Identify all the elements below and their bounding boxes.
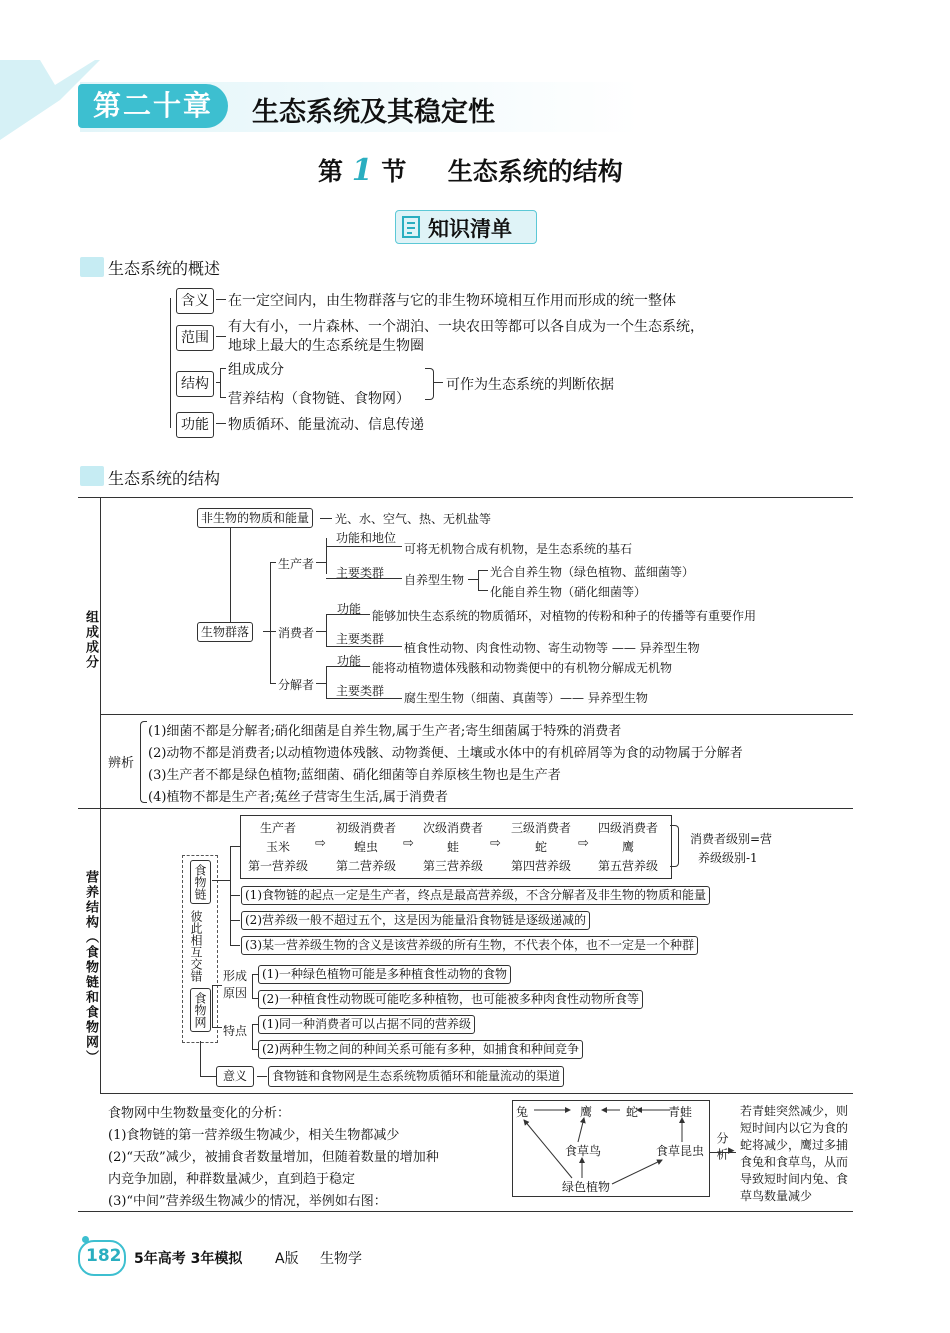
chain-role-cell: 四级消费者 xyxy=(597,821,659,835)
decomposer-main-label: 主要类群 xyxy=(336,684,385,698)
chain-level-cell: 第二营养级 xyxy=(335,859,397,873)
analysis-line: 内竞争加剧，种群数量减少，直到趋于稳定 xyxy=(108,1172,356,1187)
web-snake: 蛇 xyxy=(626,1105,639,1119)
web-frog: 青蛙 xyxy=(668,1105,693,1119)
overview-meaning: 在一定空间内，由生物群落与它的非生物环境相互作用而形成的统一整体 xyxy=(228,293,676,309)
consumer-main-label: 主要类群 xyxy=(336,632,385,646)
analysis-line: (3)“中间”营养级生物减少的情况，举例如右图： xyxy=(108,1194,387,1209)
chain-role-cell: 初级消费者 xyxy=(335,821,397,835)
page-dot xyxy=(82,1236,89,1243)
decomposer-main-text: 腐生型生物（细菌、真菌等）—— 异养型生物 xyxy=(404,691,648,705)
discern-item: (4)植物不都是生产者;菟丝子营寄生生活,属于消费者 xyxy=(148,790,448,805)
chain-example-cell: 蛇 xyxy=(534,840,548,854)
section-title: 第 1 节 生态系统的结构 xyxy=(318,153,623,188)
feature-item: (1)同一种消费者可以占据不同的营养级 xyxy=(258,1015,475,1034)
overview-structure-note: 可作为生态系统的判断依据 xyxy=(446,377,614,393)
discern-item: (1)细菌不都是分解者;硝化细菌是自养生物,属于生产者;寄生细菌属于特殊的消费者 xyxy=(148,724,622,739)
chain-example-cell: 蝗虫 xyxy=(353,840,379,854)
checklist-icon xyxy=(400,214,424,244)
overview-structure-trophic: 营养结构（食物链、食物网） xyxy=(228,391,410,407)
chain-role-cell: 三级消费者 xyxy=(510,821,572,835)
page-number: 182 xyxy=(86,1246,122,1266)
consumer-role-text: 能够加快生态系统的物质循环，对植物的传粉和种子的传播等有重要作用 xyxy=(372,609,757,623)
meaning-text: 食物链和食物网是生态系统物质循环和能量流动的渠道 xyxy=(268,1066,564,1087)
part2-heading: 生态系统的结构 xyxy=(108,469,221,488)
footer-book: 5年高考 3年模拟 xyxy=(134,1251,243,1267)
chain-note-line1: 消费者级别=营 xyxy=(690,832,773,846)
section-two-badge xyxy=(80,466,104,486)
chain-level-cell: 第五营养级 xyxy=(597,859,659,873)
cause-label: 形成原因 xyxy=(223,969,248,1000)
meaning-label: 意义 xyxy=(216,1066,254,1087)
producer-autotroph: 自养型生物 xyxy=(404,573,465,587)
web-herbivorous-insect: 食草昆虫 xyxy=(656,1144,705,1158)
analysis-result: 导致短时间内兔、食 xyxy=(740,1172,849,1186)
chain-role-cell: 生产者 xyxy=(259,821,297,835)
producer-role-label: 功能和地位 xyxy=(336,531,397,545)
chain-level-cell: 第四营养级 xyxy=(510,859,572,873)
producer-label: 生产者 xyxy=(278,557,315,571)
interlace-text: 彼此相互交错 xyxy=(189,910,203,982)
analysis-result: 若青蛙突然减少，则 xyxy=(740,1104,849,1118)
web-green-plant: 绿色植物 xyxy=(562,1180,611,1194)
analysis-result: 短时间内以它为食的 xyxy=(740,1121,849,1135)
producer-role-text: 可将无机物合成有机物，是生态系统的基石 xyxy=(404,542,633,556)
side-label-components: 组成成分 xyxy=(83,610,98,670)
section-one-badge xyxy=(80,257,104,277)
chain-point: (2)营养级一般不超过五个，这是因为能量沿食物链是逐级递减的 xyxy=(241,911,590,930)
community-box: 生物群落 xyxy=(197,622,253,642)
consumer-role-label: 功能 xyxy=(337,602,362,616)
banner-text: 知识清单 xyxy=(428,217,512,241)
overview-key-scope: 范围 xyxy=(176,325,214,351)
feature-label: 特点 xyxy=(223,1024,248,1038)
decomposer-label: 分解者 xyxy=(278,678,315,692)
chain-point: (1)食物链的起点一定是生产者，终点是最高营养级，不含分解者及非生物的物质和能量 xyxy=(241,886,710,905)
analysis-line: 食物网中生物数量变化的分析： xyxy=(108,1106,291,1121)
analysis-arrow-label: 分析 xyxy=(715,1132,729,1164)
overview-structure-components: 组成成分 xyxy=(228,362,284,378)
producer-photoautotroph: 光合自养生物（绿色植物、蓝细菌等） xyxy=(490,565,695,579)
chain-level-cell: 第三营养级 xyxy=(422,859,484,873)
analysis-line: (1)食物链的第一营养级生物减少，相关生物都减少 xyxy=(108,1128,400,1143)
decomposer-role-label: 功能 xyxy=(337,654,362,668)
chain-arrow-icon: ⇨ xyxy=(490,836,501,851)
food-chain-box: 食物链 xyxy=(190,860,211,904)
chapter-label: 第二十章 xyxy=(78,84,228,128)
decomposer-role-text: 能将动植物遗体残骸和动物粪便中的有机物分解成无机物 xyxy=(372,661,673,675)
cause-item: (2)一种植食性动物既可能吃多种植物，也可能被多种肉食性动物所食等 xyxy=(258,990,643,1009)
chain-point: (3)某一营养级生物的含义是该营养级的所有生物，不代表个体，也不一定是一个种群 xyxy=(241,936,698,955)
chain-arrow-icon: ⇨ xyxy=(403,836,414,851)
discern-label: 辨析 xyxy=(108,756,135,771)
chain-arrow-icon: ⇨ xyxy=(578,836,589,851)
overview-key-function: 功能 xyxy=(176,412,214,438)
overview-scope-line1: 有大有小，一片森林、一个湖泊、一块农田等都可以各自成为一个生态系统， xyxy=(228,319,704,335)
chain-example-cell: 玉米 xyxy=(265,840,291,854)
web-herbivorous-bird: 食草鸟 xyxy=(565,1144,602,1158)
chain-example-cell: 蛙 xyxy=(446,840,460,854)
part1-heading: 生态系统的概述 xyxy=(108,259,221,278)
footer-edition: A版 xyxy=(275,1251,299,1267)
analysis-result: 草鸟数量减少 xyxy=(740,1189,813,1203)
overview-key-structure: 结构 xyxy=(176,371,214,397)
cause-item: (1)一种绿色植物可能是多种植食性动物的食物 xyxy=(258,965,511,984)
analysis-result: 蛇将减少，鹰过多捕 xyxy=(740,1138,849,1152)
discern-item: (3)生产者不都是绿色植物;蓝细菌、硝化细菌等自养原核生物也是生产者 xyxy=(148,768,561,783)
producer-main-label: 主要类群 xyxy=(336,566,385,580)
web-eagle: 鹰 xyxy=(580,1105,593,1119)
consumer-label: 消费者 xyxy=(278,626,315,640)
web-rabbit: 兔 xyxy=(516,1105,529,1119)
food-web-box: 食物网 xyxy=(190,988,211,1032)
overview-scope-line2: 地球上最大的生态系统是生物圈 xyxy=(228,338,424,354)
overview-function: 物质循环、能量流动、信息传递 xyxy=(228,417,424,433)
analysis-line: (2)“天敌”减少，被捕食者数量增加，但随着数量的增加种 xyxy=(108,1150,439,1165)
overview-key-meaning: 含义 xyxy=(176,288,214,314)
abiotic-box: 非生物的物质和能量 xyxy=(197,508,313,528)
analysis-result: 食兔和食草鸟，从而 xyxy=(740,1155,849,1169)
chain-level-cell: 第一营养级 xyxy=(247,859,309,873)
chain-arrow-icon: ⇨ xyxy=(315,836,326,851)
side-label-trophic: 营养结构（食物链和食物网） xyxy=(83,870,98,1065)
knowledge-banner xyxy=(395,210,537,244)
chain-note-line2: 养级级别-1 xyxy=(698,851,758,865)
chain-role-cell: 次级消费者 xyxy=(422,821,484,835)
consumer-main-text: 植食性动物、肉食性动物、寄生动物等 —— 异养型生物 xyxy=(404,641,700,655)
abiotic-text: 光、水、空气、热、无机盐等 xyxy=(335,512,492,526)
footer-subject: 生物学 xyxy=(320,1251,362,1267)
feature-item: (2)两种生物之间的种间关系可能有多种，如捕食和种间竞争 xyxy=(258,1040,583,1059)
chapter-title: 生态系统及其稳定性 xyxy=(252,97,495,128)
producer-chemoautotroph: 化能自养生物（硝化细菌等） xyxy=(490,585,647,599)
chain-example-cell: 鹰 xyxy=(621,840,635,854)
discern-item: (2)动物不都是消费者;以动植物遗体残骸、动物粪便、土壤或水体中的有机碎屑等为食的动物属于分解者 xyxy=(148,746,743,761)
